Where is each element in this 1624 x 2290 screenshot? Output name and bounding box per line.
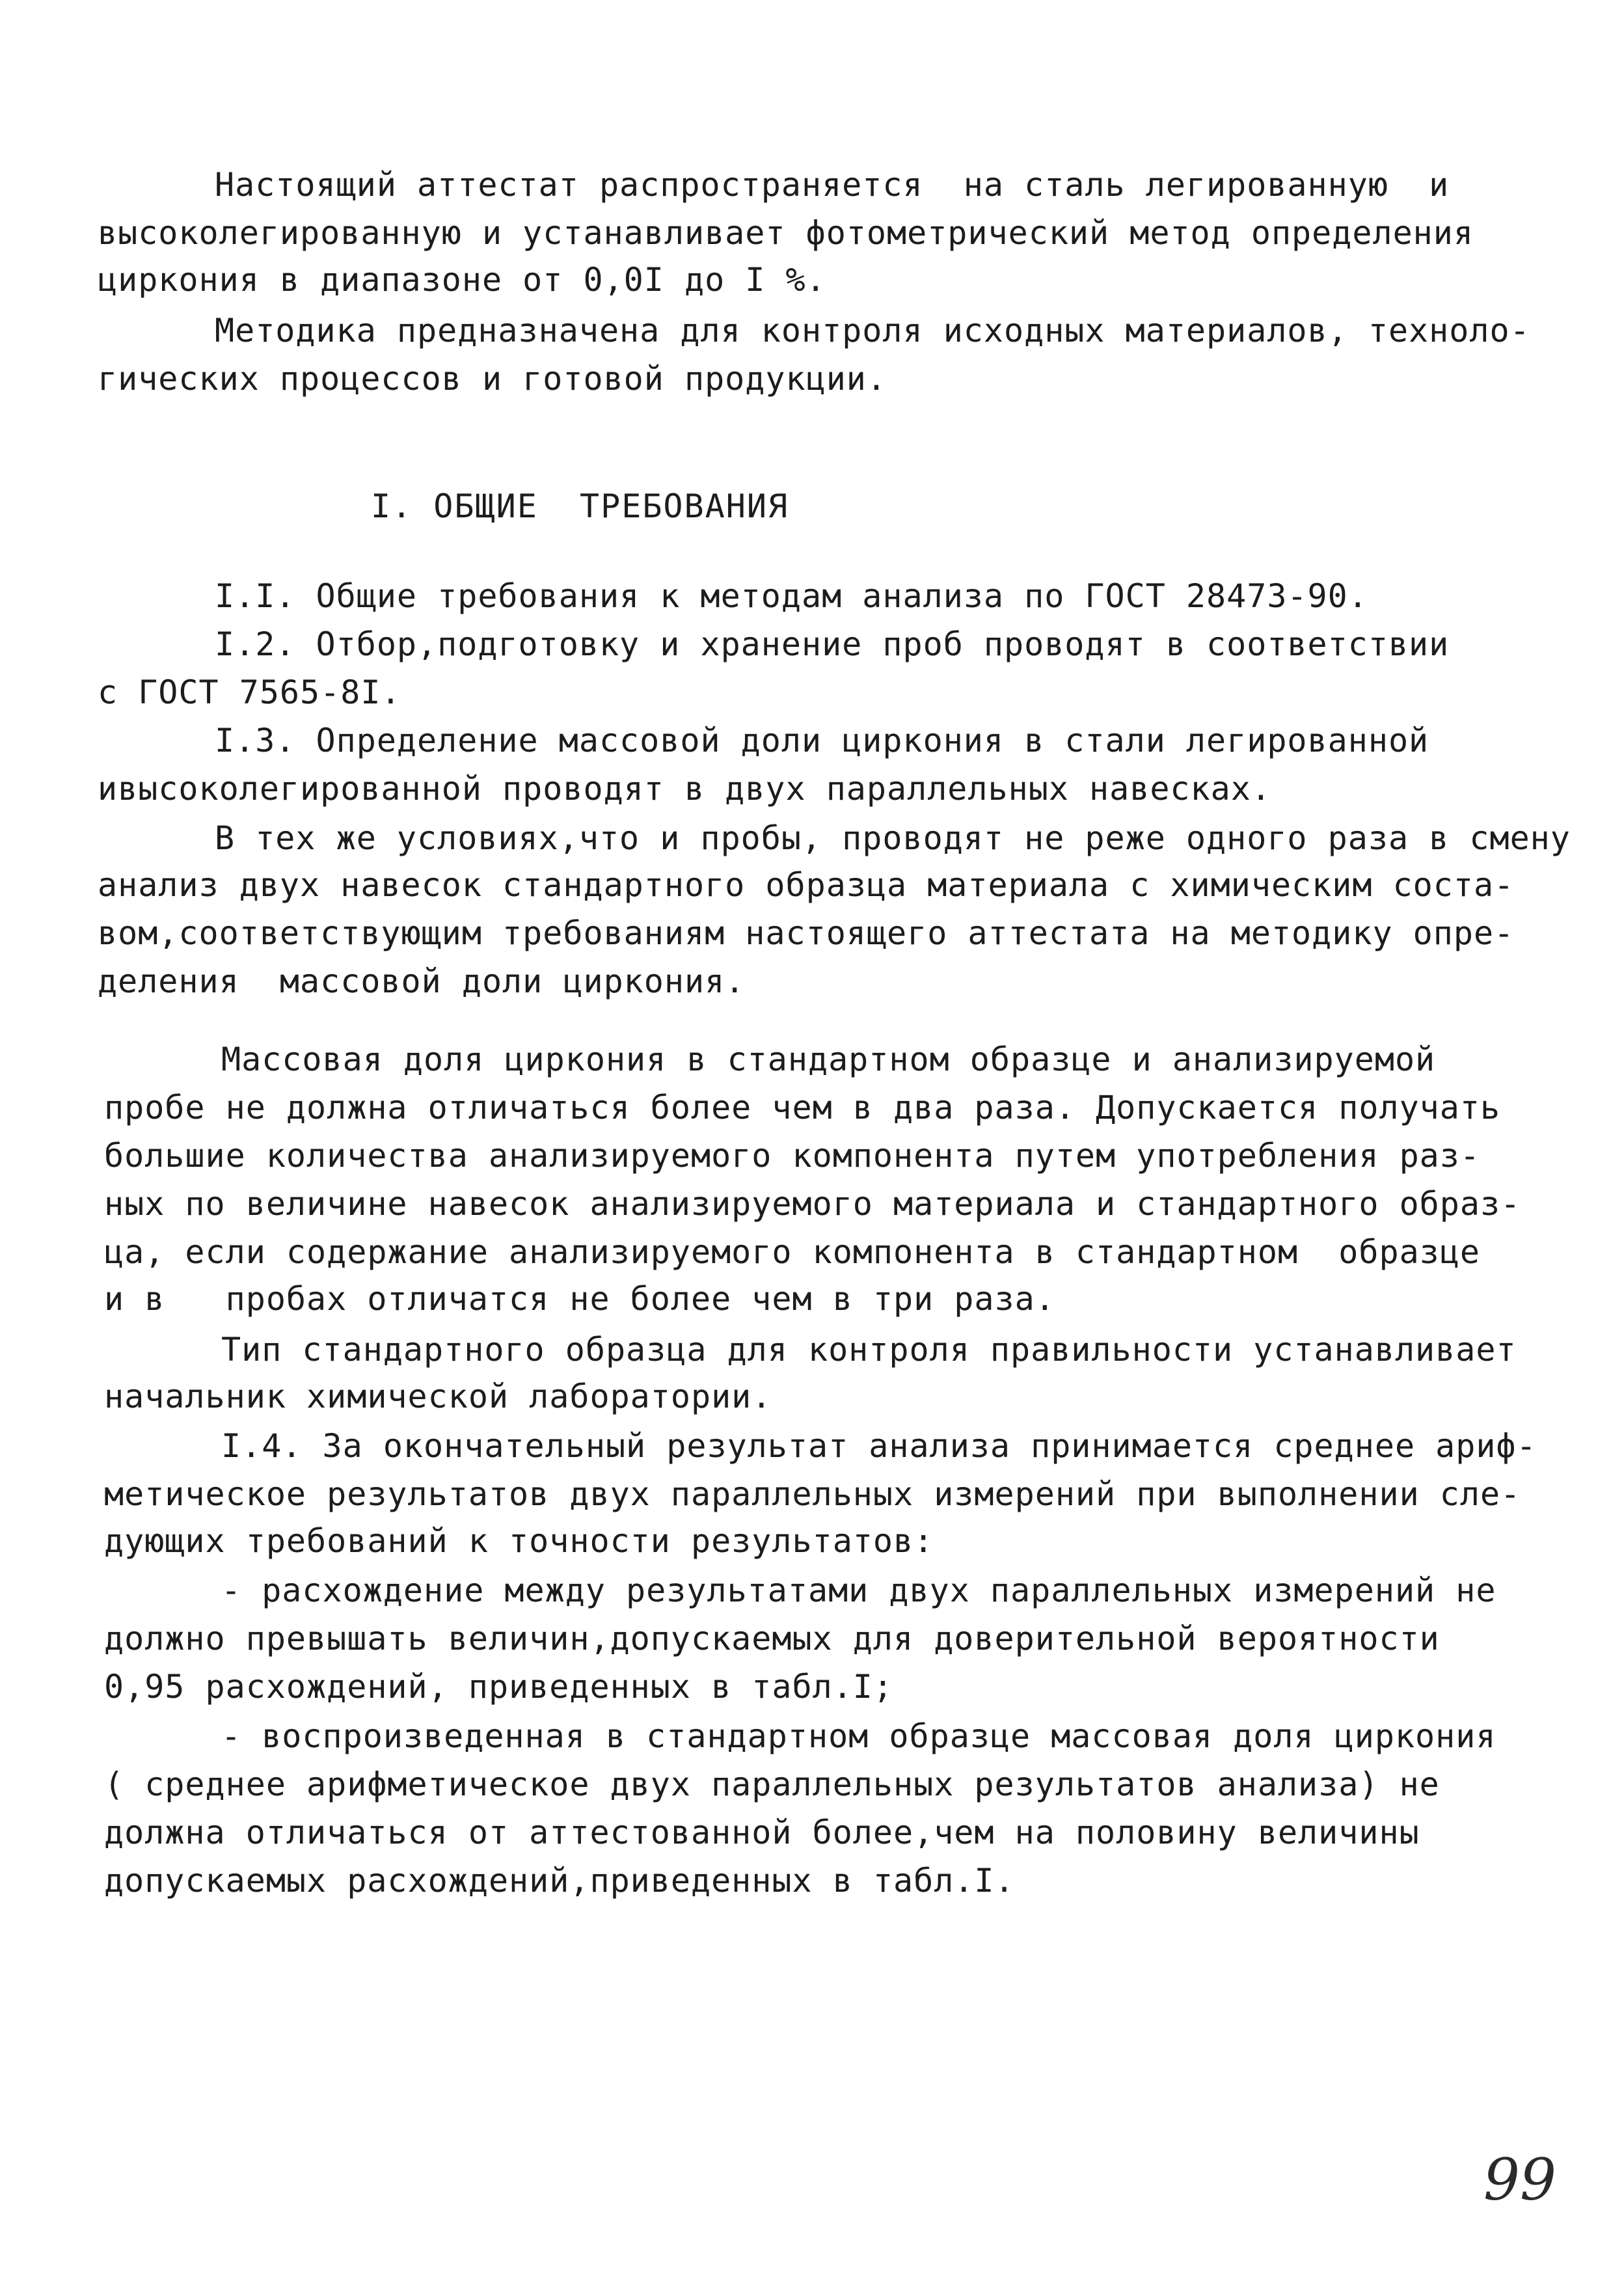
clause-1-1: I.I. Общие требования к методам анализа по ГОСТ 28473-90. [215,577,1368,615]
text-line: большие количества анализируемого компонента путем употребления раз- [104,1137,1480,1175]
clause-1-2: I.2. Отбор,подготовку и хранение проб проводят в соответствии [215,625,1450,663]
requirement-2: - воспроизведенная в стандартном образце массовая доля циркония [221,1717,1496,1755]
text-line: 0,95 расхождений, приведенных в табл.I; [104,1668,893,1706]
section-title: I. ОБЩИЕ ТРЕБОВАНИЯ [371,487,789,525]
text-line: анализ двух навесок стандартного образца материала с химическим соста- [98,866,1515,904]
text-line: с ГОСТ 7565-8I. [98,674,401,711]
clause-1-4: I.4. За окончательный результат анализа принимается среднее ариф- [221,1427,1537,1465]
page-number: 99 [1483,2146,1556,2213]
text-line: циркония в диапазоне от 0,0I до I %. [98,261,826,299]
text-line: метическое результатов двух параллельных измерений при выполнении сле- [104,1475,1521,1513]
text-line: Методика предназначена для контроля исходных материалов, техноло- [215,312,1530,349]
text-line: ца, если содержание анализируемого компонента в стандартном образце [104,1233,1480,1271]
text-line: Тип стандартного образца для контроля правильности устанавливает [221,1331,1517,1369]
text-line: должно превышать величин,допускаемых для доверительной вероятности [104,1620,1440,1657]
text-line: ных по величине навесок анализируемого материала и стандартного образ- [104,1185,1521,1223]
text-line: дующих требований к точности результатов: [104,1522,934,1560]
text-line: допускаемых расхождений,приведенных в табл.I. [104,1862,1015,1900]
text-line: вом,соответствующим требованиям настоящего аттестата на методику опре- [98,914,1515,952]
text-line: Настоящий аттестат распространяется на сталь легированную и [215,166,1450,204]
text-line: высоколегированную и устанавливает фотометрический метод определения [98,214,1474,252]
text-line: Массовая доля циркония в стандартном образце и анализируемой [221,1041,1436,1078]
text-line: ( среднее арифметическое двух параллельных результатов анализа) не [104,1765,1440,1803]
text-line: должна отличаться от аттестованной более,чем на половину величины [104,1814,1420,1851]
text-line: и в пробах отличатся не более чем в три раза. [104,1280,1055,1318]
text-line: деления массовой доли циркония. [98,962,746,1000]
text-line: гических процессов и готовой продукции. [98,360,887,398]
text-line: В тех же условиях,что и пробы, проводят не реже одного раза в смену [215,819,1571,857]
clause-1-3: I.3. Определение массовой доли циркония в стали легированной [215,722,1429,759]
text-line: начальник химической лаборатории. [104,1378,772,1415]
text-line: пробе не должна отличаться более чем в два раза. Допускается получать [104,1089,1501,1126]
requirement-1: - расхождение между результатами двух параллельных измерений не [221,1572,1496,1609]
text-line: ивысоколегированной проводят в двух параллельных навесках. [98,770,1271,808]
